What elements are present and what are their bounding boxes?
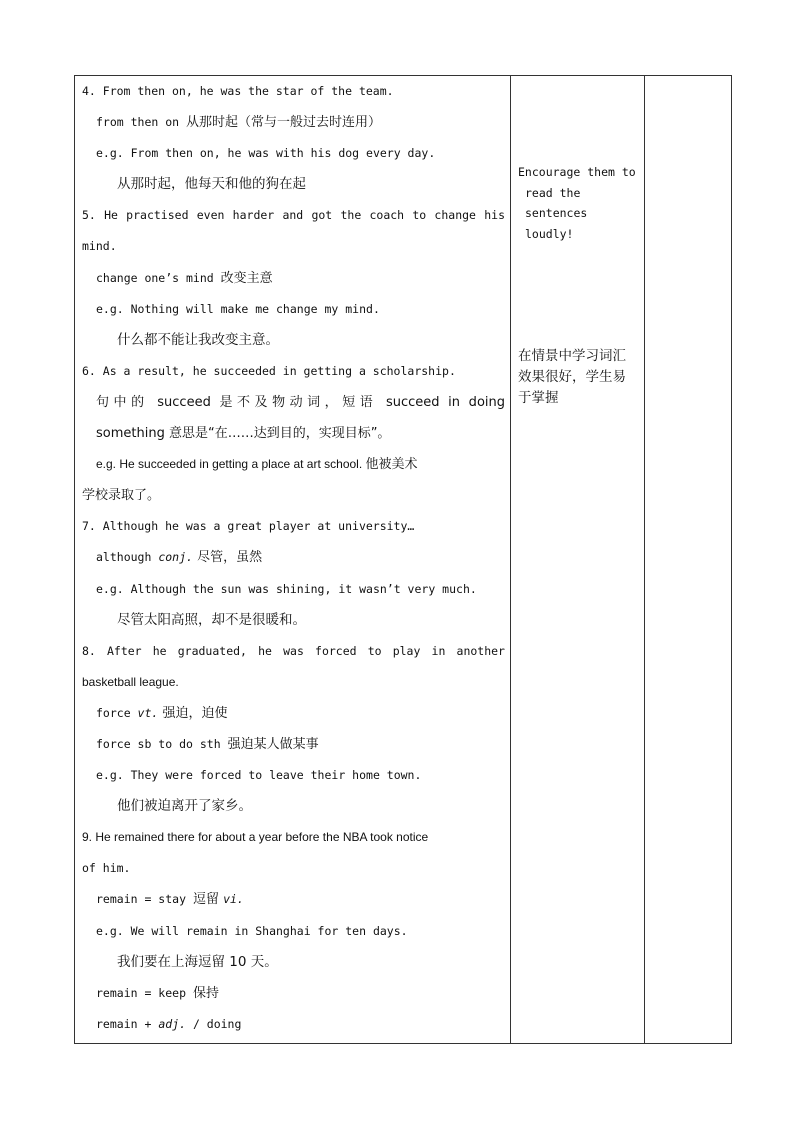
item-5-translation: 什么都不能让我改变主意。 bbox=[117, 331, 279, 348]
item-4-phrase: from then on 从那时起（常与一般过去时连用） bbox=[96, 115, 382, 131]
item-6-example-cont: 学校录取了。 bbox=[82, 488, 161, 504]
item-8-sentence-cont: basketball league. bbox=[82, 674, 179, 689]
lesson-plan-table bbox=[74, 75, 732, 1044]
item-9-sentence-cont: of him. bbox=[82, 861, 131, 876]
item-9-translation: 我们要在上海逗留 10 天。 bbox=[117, 953, 278, 970]
content-column bbox=[75, 76, 511, 1044]
item-7-sentence: 7. Although he was a great player at university… bbox=[82, 519, 415, 534]
item-6-sentence: 6. As a result, he succeeded in getting a scholarship. bbox=[82, 363, 456, 378]
item-5-example: e.g. Nothing will make me change my mind. bbox=[96, 301, 380, 316]
item-9-sentence: 9. He remained there for about a year before the NBA took notice bbox=[82, 830, 429, 845]
item-5-sentence-cont: mind. bbox=[82, 239, 117, 254]
item-7-example: e.g. Although the sun was shining, it wasn’t very much. bbox=[96, 581, 477, 596]
item-8-sentence: 8. After he graduated, he was forced to play in another bbox=[82, 643, 505, 658]
item-8-structure: force sb to do sth 强迫某人做某事 bbox=[96, 736, 319, 752]
note-line: sentences bbox=[525, 206, 588, 220]
note-encourage-reading bbox=[518, 162, 640, 244]
note-line: 于掌握 bbox=[518, 390, 559, 406]
item-8-example: e.g. They were forced to leave their home town. bbox=[96, 768, 422, 783]
item-4-example: e.g. From then on, he was with his dog every day. bbox=[96, 146, 436, 161]
item-5-sentence: 5. He practised even harder and got the coach to change his bbox=[82, 208, 505, 223]
item-6-example: e.g. He succeeded in getting a place at art school. 他被美术 bbox=[96, 457, 418, 473]
teaching-notes-column bbox=[511, 76, 645, 1044]
note-line: 效果很好，学生易 bbox=[518, 369, 626, 385]
note-line: Encourage them to bbox=[518, 165, 636, 179]
note-context-learning bbox=[518, 346, 640, 409]
item-9-pattern: remain + adj. / doing bbox=[96, 1016, 242, 1031]
item-5-phrase: change one’s mind 改变主意 bbox=[96, 270, 273, 286]
item-9-phrase-keep: remain = keep 保持 bbox=[96, 985, 219, 1001]
item-6-explanation: 句中的 succeed 是不及物动词，短语 succeed in doing bbox=[96, 394, 505, 410]
note-line: read the bbox=[525, 185, 581, 200]
item-9-example: e.g. We will remain in Shanghai for ten days. bbox=[96, 923, 408, 938]
item-4-translation: 从那时起，他每天和他的狗在起 bbox=[117, 176, 306, 193]
empty-column bbox=[645, 76, 732, 1044]
item-9-phrase-stay: remain = stay 逗留 vi. bbox=[96, 892, 244, 908]
item-6-explanation-cont: something 意思是“在……达到目的，实现目标”。 bbox=[96, 426, 391, 442]
item-8-translation: 他们被迫离开了家乡。 bbox=[117, 798, 252, 815]
item-7-phrase: although conj. 尽管，虽然 bbox=[96, 550, 263, 566]
item-7-translation: 尽管太阳高照，却不是很暖和。 bbox=[117, 611, 306, 628]
item-4-sentence: 4. From then on, he was the star of the team. bbox=[82, 84, 394, 98]
item-8-phrase: force vt. 强迫，迫使 bbox=[96, 705, 228, 721]
note-line: loudly! bbox=[525, 226, 574, 241]
note-line: 在情景中学习词汇 bbox=[518, 348, 626, 364]
